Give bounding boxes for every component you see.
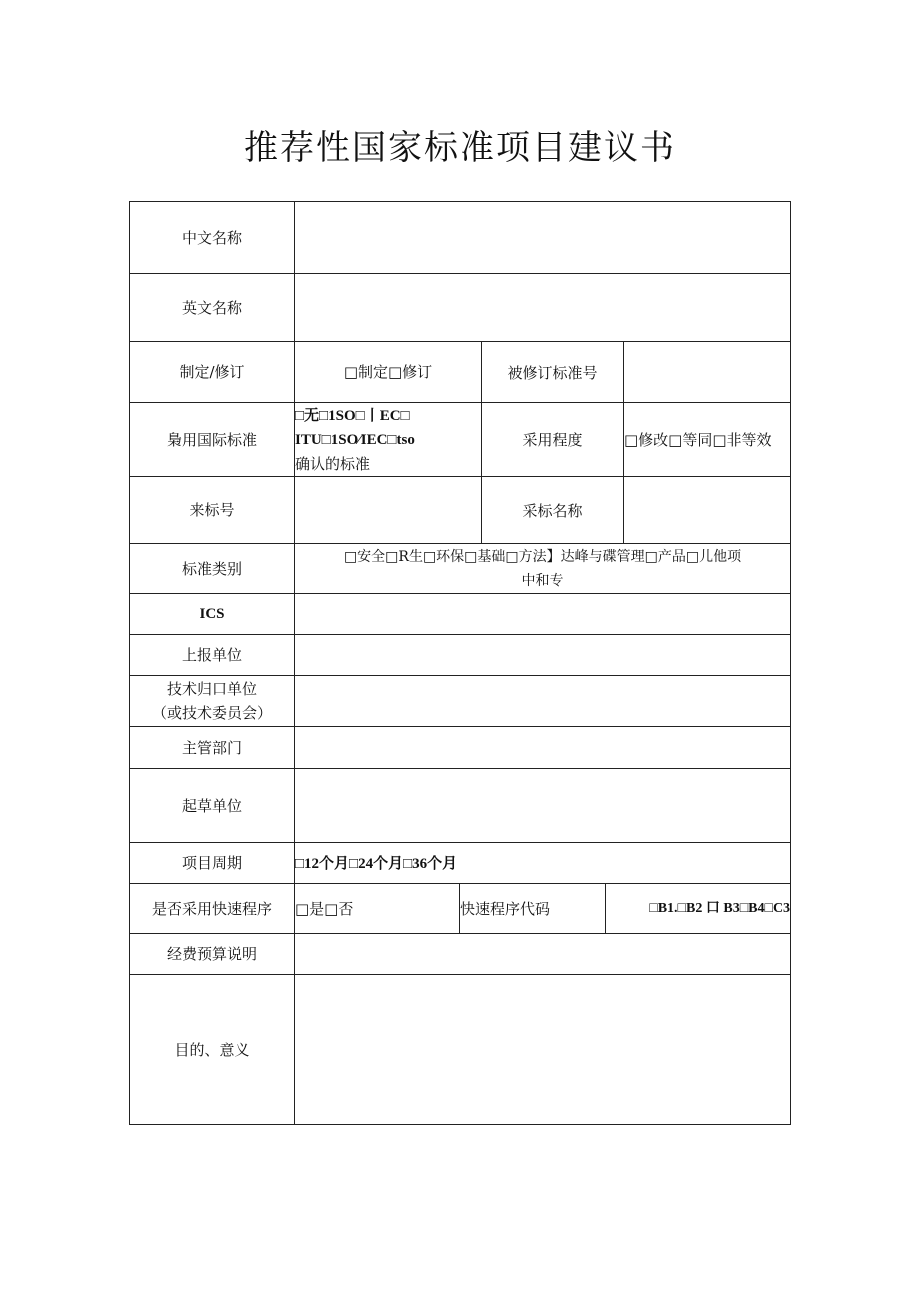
adopt-intl-options-line3: 确认的标准	[295, 454, 371, 473]
tech-unit-label-line1: 技术归口单位	[166, 680, 257, 698]
category-options[interactable]	[295, 544, 791, 594]
drafting-unit-field[interactable]	[295, 769, 791, 843]
row-chinese-name	[130, 202, 791, 274]
formulate-revise-label: 制定/修订	[130, 342, 295, 403]
purpose-label: 目的、意义	[130, 975, 295, 1125]
budget-field[interactable]	[295, 934, 791, 975]
adopted-standard-name-field[interactable]	[624, 477, 791, 544]
adoption-degree-label: 采用程度	[482, 403, 624, 477]
row-submitting-unit	[130, 635, 791, 676]
competent-dept-field[interactable]	[295, 727, 791, 769]
english-name-label: 英文名称	[130, 274, 295, 342]
adopted-standard-name-label: 采标名称	[482, 477, 624, 544]
chinese-name-label: 中文名称	[130, 202, 295, 274]
row-purpose	[130, 975, 791, 1125]
revised-standard-no-field[interactable]	[624, 342, 791, 403]
fast-track-label: 是否采用快速程序	[130, 884, 295, 934]
fast-track-code-options[interactable]	[606, 884, 791, 934]
source-no-label: 来标号	[130, 477, 295, 544]
category-label: 标准类别	[130, 544, 295, 594]
tech-unit-field[interactable]	[295, 676, 791, 727]
source-no-field[interactable]	[295, 477, 482, 544]
budget-label: 经费预算说明	[130, 934, 295, 975]
submitting-unit-field[interactable]	[295, 635, 791, 676]
tech-unit-label	[130, 676, 295, 727]
project-period-options[interactable]	[295, 843, 791, 884]
purpose-field[interactable]	[295, 975, 791, 1125]
row-budget	[130, 934, 791, 975]
adopt-intl-options-line2: ITU□1SO∕IEC□tso	[295, 431, 415, 448]
drafting-unit-label: 起草单位	[130, 769, 295, 843]
row-fast-track	[130, 884, 791, 934]
fast-track-code-options-text: □B1.□B2 口 B3□B4□C3	[649, 901, 791, 916]
row-formulate-revise	[130, 342, 791, 403]
adopt-intl-options-line1: □无□1SO□丨EC□	[295, 407, 410, 424]
formulate-revise-options[interactable]: □制定□修订	[295, 342, 482, 403]
adopt-intl-label: 梟用国际标准	[130, 403, 295, 477]
revised-standard-no-label: 被修订标准号	[482, 342, 624, 403]
row-adopt-intl	[130, 403, 791, 477]
english-name-field[interactable]	[295, 274, 791, 342]
adopt-intl-options[interactable]	[295, 403, 482, 477]
project-period-options-text: □12个月□24个月□36个月	[295, 855, 458, 872]
ics-field[interactable]	[295, 594, 791, 635]
page-title: 推荐性国家标准项目建议书	[244, 128, 676, 168]
category-options-line1: □安全□R生□环保□基础□方法】达峰与碟管理□产品□儿他项	[343, 548, 742, 565]
row-english-name	[130, 274, 791, 342]
submitting-unit-label: 上报单位	[130, 635, 295, 676]
row-drafting-unit	[130, 769, 791, 843]
tech-unit-label-line2: （或技术委员会）	[151, 704, 272, 722]
row-ics	[130, 594, 791, 635]
fast-track-code-label: 快速程序代码	[460, 884, 606, 934]
competent-dept-label: 主管部门	[130, 727, 295, 769]
ics-label: ICS	[130, 594, 295, 635]
fast-track-options[interactable]: □是□否	[295, 884, 460, 934]
adoption-degree-options[interactable]: □修改□等同□非等效	[624, 403, 791, 477]
row-project-period	[130, 843, 791, 884]
row-source-no	[130, 477, 791, 544]
row-category	[130, 544, 791, 594]
category-options-line2: 中和专	[521, 572, 564, 589]
row-competent-dept	[130, 727, 791, 769]
project-period-label: 项目周期	[130, 843, 295, 884]
row-tech-unit	[130, 676, 791, 727]
proposal-form-table	[129, 201, 791, 1125]
chinese-name-field[interactable]	[295, 202, 791, 274]
